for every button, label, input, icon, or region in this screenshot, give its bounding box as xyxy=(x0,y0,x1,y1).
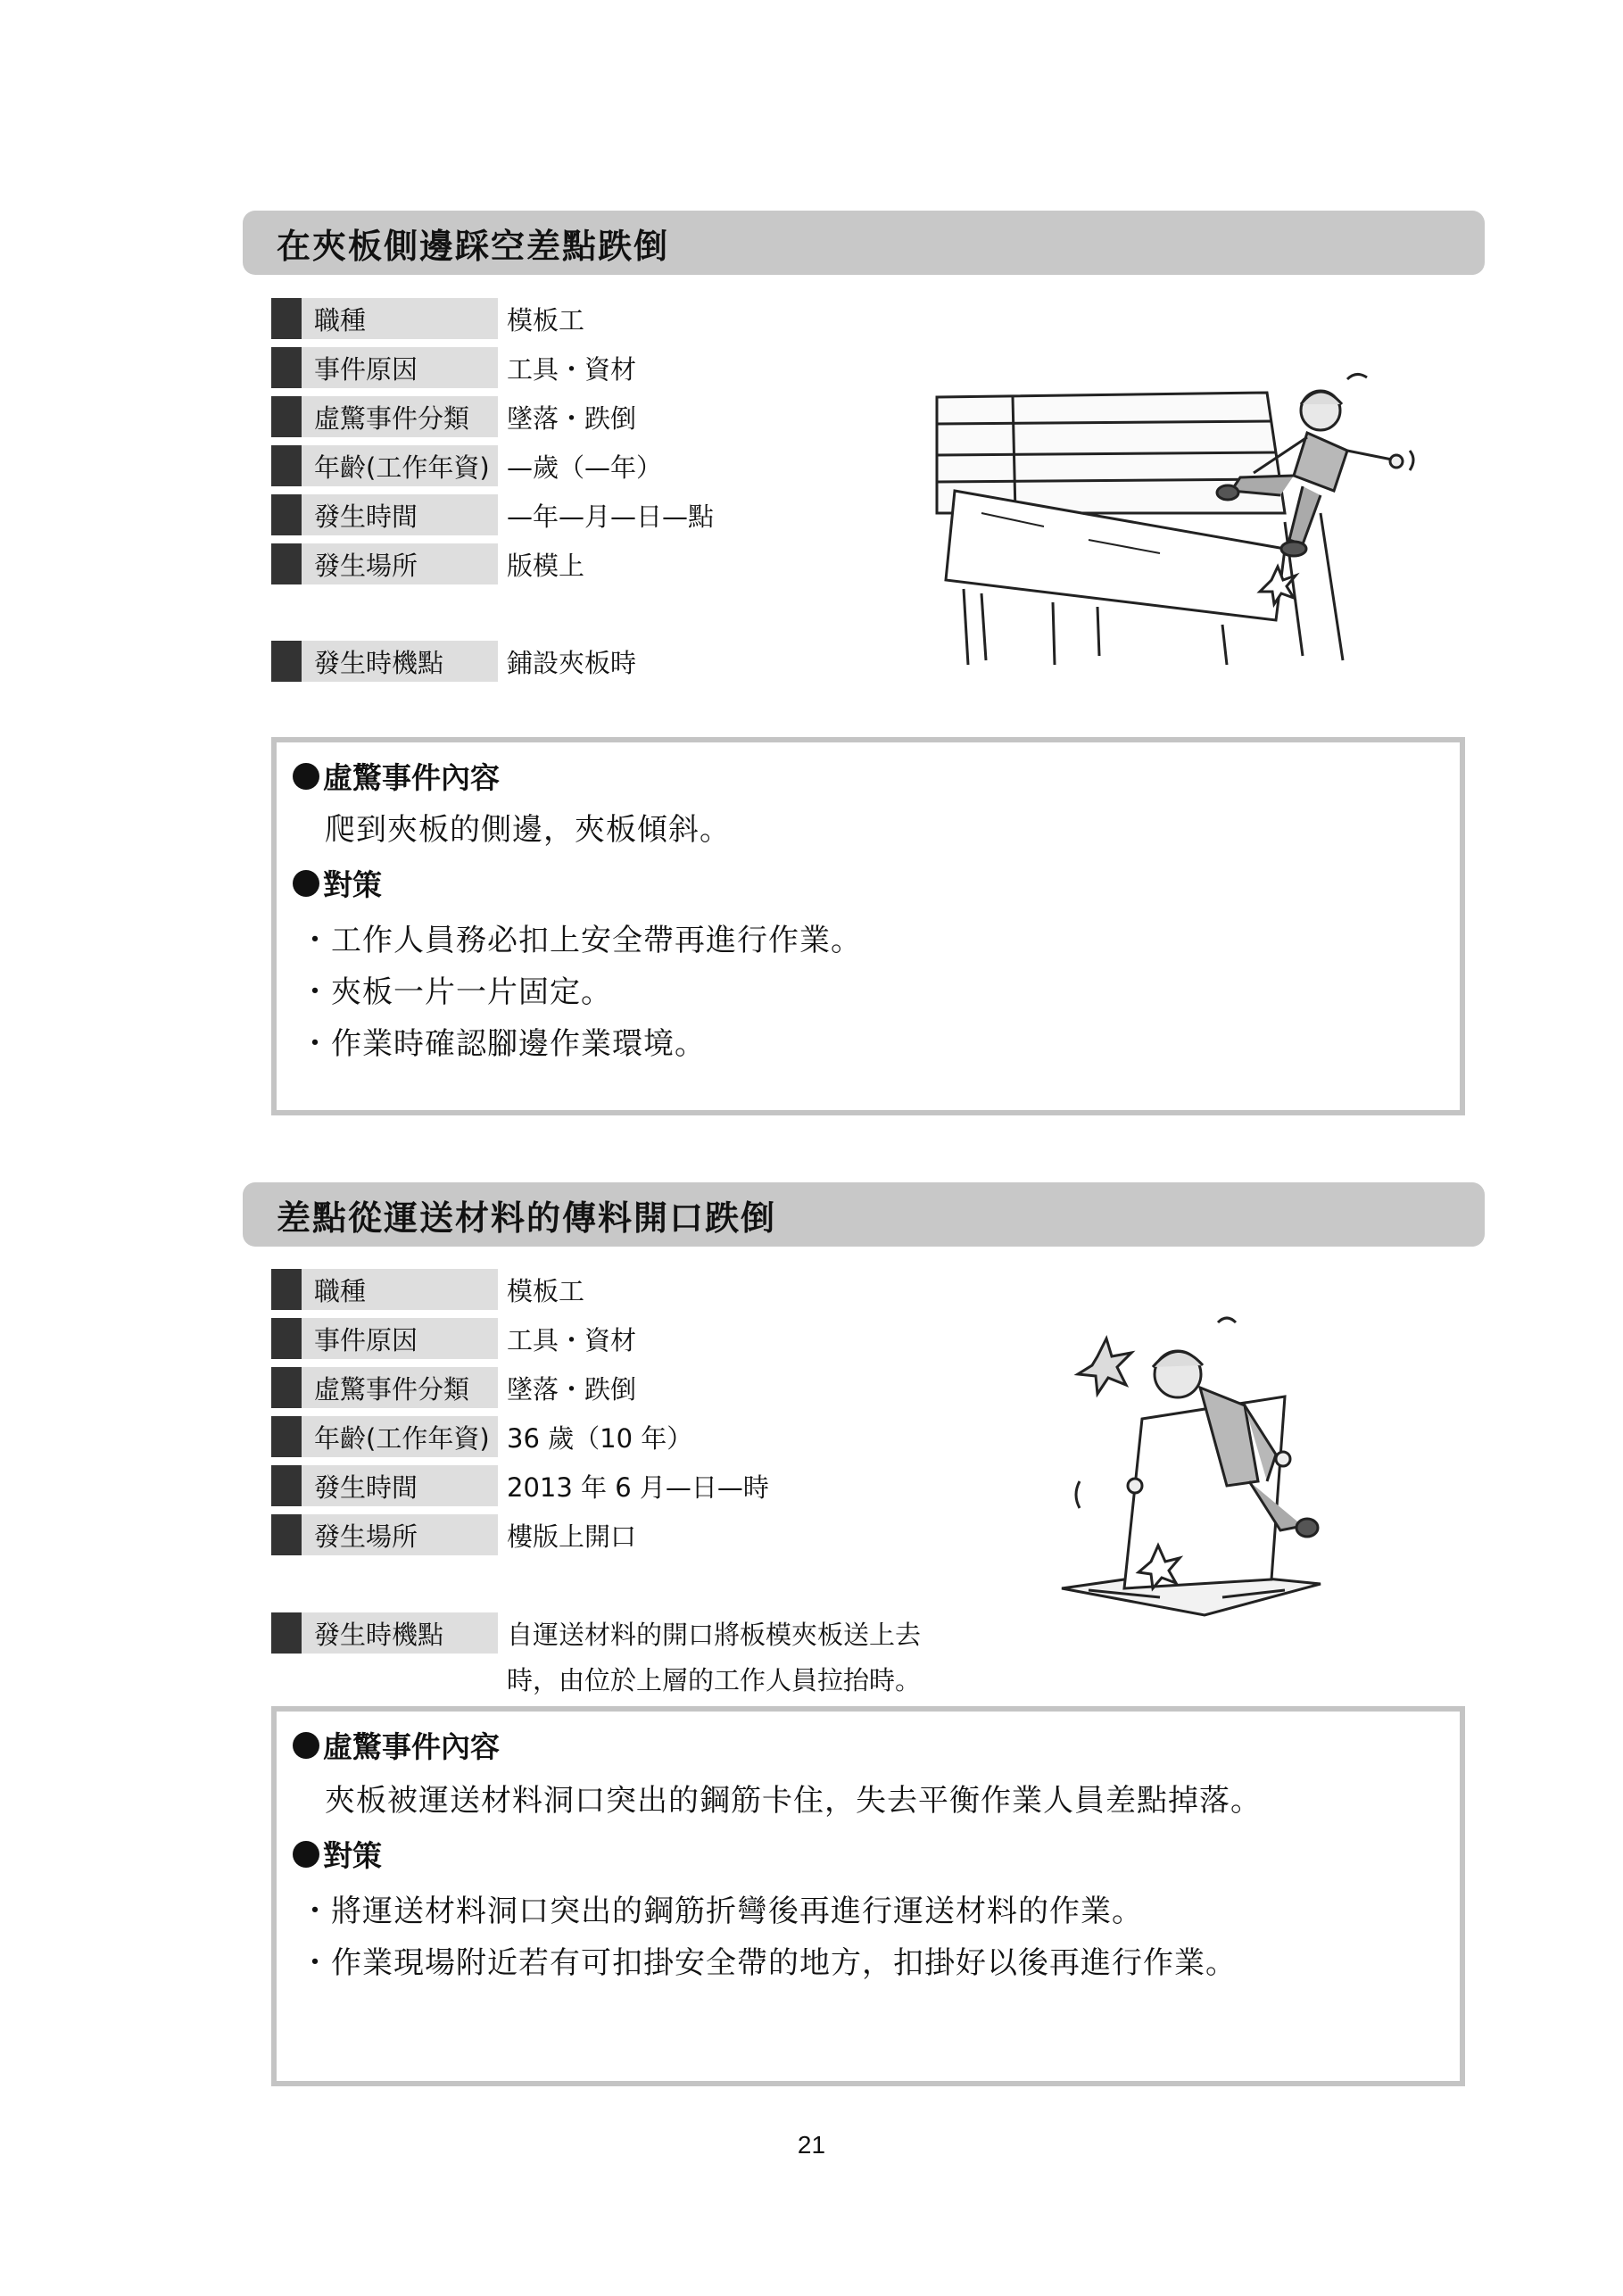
content-heading xyxy=(293,755,500,797)
row-marker xyxy=(271,1318,302,1359)
info-row-job xyxy=(271,298,584,339)
row-value: —歲（—年） xyxy=(507,452,663,483)
info-row-cause xyxy=(271,1318,636,1359)
info-row-timing xyxy=(271,1612,921,1654)
row-label: 發生時間 xyxy=(302,1465,498,1506)
measure-item: ・工作人員務必扣上安全帶再進行作業。 xyxy=(300,923,862,958)
illustration-worker-slipping xyxy=(928,370,1428,669)
row-marker xyxy=(271,298,302,339)
title-bar-1 xyxy=(243,211,1485,275)
illustration-worker-lifting xyxy=(1053,1303,1338,1642)
info-row-cause xyxy=(271,347,636,388)
measures-heading-label: 對策 xyxy=(323,867,382,902)
row-value: 36 歲（10 年） xyxy=(507,1422,693,1454)
row-marker xyxy=(271,641,302,682)
info-row-job xyxy=(271,1269,584,1310)
row-value: 鋪設夾板時 xyxy=(507,647,637,678)
incident-box-1 xyxy=(271,737,1465,1115)
bullet-icon xyxy=(293,763,319,790)
row-label: 年齡(工作年資) xyxy=(302,1416,498,1457)
bullet-icon xyxy=(293,870,319,897)
page-number: 21 xyxy=(797,2131,826,2159)
row-label: 發生場所 xyxy=(302,543,498,584)
row-marker xyxy=(271,445,302,486)
content-heading-label: 虛驚事件內容 xyxy=(323,760,500,795)
row-value: 墜落・跌倒 xyxy=(507,402,637,434)
info-row-place xyxy=(271,543,584,584)
row-label: 發生時間 xyxy=(302,494,498,535)
row-marker xyxy=(271,1514,302,1555)
info-row-category xyxy=(271,396,636,437)
row-marker xyxy=(271,1612,302,1654)
row-label: 事件原因 xyxy=(302,347,498,388)
content-text: 爬到夾板的側邊，夾板傾斜。 xyxy=(325,812,731,848)
row-marker xyxy=(271,543,302,584)
info-row-age xyxy=(271,1416,692,1457)
row-label: 年齡(工作年資) xyxy=(302,445,498,486)
row-marker xyxy=(271,1367,302,1408)
info-row-category xyxy=(271,1367,636,1408)
measure-item: ・作業時確認腳邊作業環境。 xyxy=(300,1026,706,1062)
row-marker xyxy=(271,494,302,535)
measures-heading xyxy=(293,862,382,904)
info-row-time xyxy=(271,1465,769,1506)
measure-item: ・作業現場附近若有可扣掛安全帶的地方，扣掛好以後再進行作業。 xyxy=(300,1945,1237,1981)
row-marker xyxy=(271,1465,302,1506)
row-value: 自運送材料的開口將板模夾板送上去 xyxy=(507,1619,922,1650)
incident-box-2 xyxy=(271,1706,1465,2086)
content-text: 夾板被運送材料洞口突出的鋼筋卡住，失去平衡作業人員差點掉落。 xyxy=(325,1783,1262,1819)
row-label: 發生場所 xyxy=(302,1514,498,1555)
row-label: 事件原因 xyxy=(302,1318,498,1359)
row-value: 墜落・跌倒 xyxy=(507,1373,637,1405)
row-marker xyxy=(271,396,302,437)
section-title: 在夾板側邊踩空差點跌倒 xyxy=(277,226,670,266)
row-label: 虛驚事件分類 xyxy=(302,1367,498,1408)
row-label: 職種 xyxy=(302,1269,498,1310)
row-label: 職種 xyxy=(302,298,498,339)
timing-value-line2: 時，由位於上層的工作人員拉抬時。 xyxy=(507,1665,922,1695)
bullet-icon xyxy=(293,1841,319,1868)
row-label: 虛驚事件分類 xyxy=(302,396,498,437)
info-row-age xyxy=(271,445,662,486)
bullet-icon xyxy=(293,1732,319,1759)
row-marker xyxy=(271,1269,302,1310)
row-value: 樓版上開口 xyxy=(507,1521,637,1552)
measure-item: ・夾板一片一片固定。 xyxy=(300,974,612,1010)
row-value: 2013 年 6 月—日—時 xyxy=(507,1471,769,1503)
row-value: 模板工 xyxy=(507,1275,585,1306)
row-value: 工具・資材 xyxy=(507,353,637,385)
info-row-time xyxy=(271,494,714,535)
section-title: 差點從運送材料的傳料開口跌倒 xyxy=(277,1198,777,1238)
row-value: 版模上 xyxy=(507,550,585,581)
measure-item: ・將運送材料洞口突出的鋼筋折彎後再進行運送材料的作業。 xyxy=(300,1894,1143,1929)
row-marker xyxy=(271,1416,302,1457)
row-label: 發生時機點 xyxy=(302,1612,498,1654)
title-bar-2 xyxy=(243,1182,1485,1247)
row-label: 發生時機點 xyxy=(302,641,498,682)
info-row-timing xyxy=(271,641,636,682)
content-heading-label: 虛驚事件內容 xyxy=(323,1729,500,1764)
measures-heading-label: 對策 xyxy=(323,1838,382,1873)
measures-heading xyxy=(293,1833,382,1875)
row-value: —年—月—日—點 xyxy=(507,501,715,532)
row-marker xyxy=(271,347,302,388)
row-value: 工具・資材 xyxy=(507,1324,637,1355)
content-heading xyxy=(293,1724,500,1766)
row-value: 模板工 xyxy=(507,304,585,336)
info-row-place xyxy=(271,1514,636,1555)
